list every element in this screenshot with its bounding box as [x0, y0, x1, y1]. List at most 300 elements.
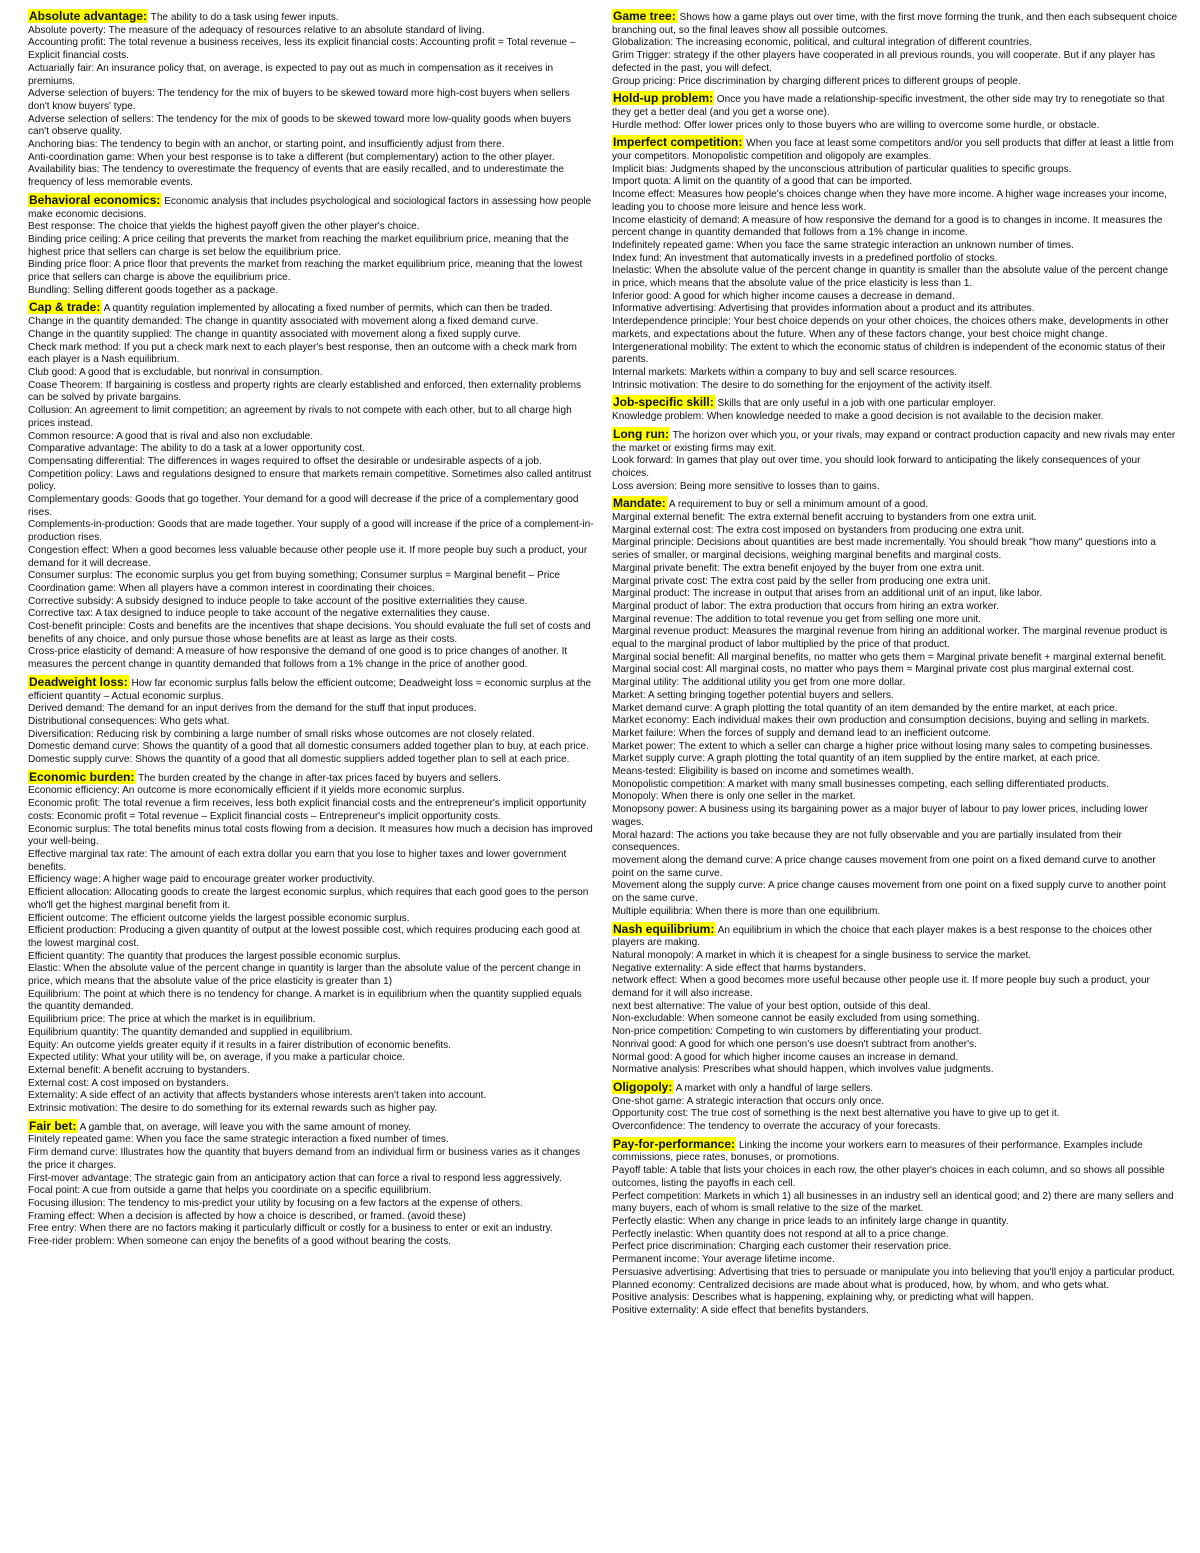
glossary-definition: A setting bringing together potential buyers and sellers.: [645, 689, 894, 701]
glossary-term: Elastic:: [28, 963, 61, 975]
glossary-entry: [612, 1165, 1178, 1190]
glossary-entry: [612, 1229, 1178, 1242]
glossary-term: Binding price ceiling:: [28, 233, 121, 245]
glossary-term: Monopoly:: [612, 791, 659, 803]
glossary-term: Bundling:: [28, 284, 71, 296]
glossary-entry: [612, 253, 1178, 266]
glossary-definition: Measures the marginal revenue from hiring an additional worker. The marginal revenue product is equal to the marginal product of labor multiplied by the price of that product.: [612, 626, 1168, 651]
glossary-entry: [612, 120, 1178, 133]
glossary-definition: The change in quantity associated with movement along a fixed supply curve.: [172, 328, 522, 340]
glossary-entry: [28, 259, 594, 284]
glossary-term: Focal point:: [28, 1185, 81, 1197]
glossary-definition: The point at which there is no tendency for change. A market is in equilibrium when the quantity supplied equals the quantity demanded.: [28, 988, 582, 1013]
glossary-term: Marginal revenue:: [612, 613, 693, 625]
glossary-definition: The amount of each extra dollar you earn that you lose to higher taxes and lower government benefits.: [28, 849, 567, 873]
glossary-entry: [612, 690, 1178, 703]
glossary-entry: [612, 1026, 1178, 1039]
glossary-entry: [28, 1147, 594, 1172]
glossary-term: Change in the quantity demanded:: [28, 316, 183, 328]
glossary-entry: [612, 1121, 1178, 1134]
glossary-term: movement along the demand curve:: [612, 855, 774, 866]
glossary-definition: Costs and benefits are the incentives that shape decisions. You should evaluate the full set of costs and benefits of any choice, and only pursue those whose benefits are at least as large as their costs.: [28, 621, 591, 645]
glossary-entry: [612, 576, 1178, 589]
glossary-term: Accounting profit:: [28, 37, 106, 49]
glossary-term: Perfectly elastic:: [612, 1215, 686, 1227]
glossary-term: Index fund:: [612, 252, 662, 264]
glossary-entry: [612, 728, 1178, 741]
glossary-definition: A measure of how responsive the demand of one good is to price changes of another. It measures the percent change in quantity demanded that follows from a 1% change in the price of another good.: [28, 646, 568, 671]
glossary-term: Economic profit:: [28, 798, 101, 810]
glossary-term: Distributional consequences:: [28, 715, 158, 727]
glossary-definition: The tendency to overestimate the frequency of events that are easily recalled, and to underestimate the frequency of less memorable events.: [28, 164, 565, 189]
glossary-definition: How far economic surplus falls below the efficient outcome; Deadweight loss = economic surplus at the efficient quantity – Actual economic surplus.: [28, 677, 592, 702]
glossary-term: Persuasive advertising:: [612, 1266, 717, 1278]
glossary-term: Effective marginal tax rate:: [28, 849, 148, 860]
glossary-entry: [612, 240, 1178, 253]
glossary-term: Perfectly inelastic:: [612, 1228, 694, 1240]
glossary-definition: The price at which the market is in equilibrium.: [105, 1014, 316, 1026]
glossary-term: Movement along the supply curve:: [612, 880, 766, 892]
glossary-entry: [612, 588, 1178, 601]
glossary-definition: When you face the same strategic interaction a fixed number of times.: [133, 1134, 449, 1146]
glossary-entry: [612, 91, 1178, 119]
glossary-term: Free entry:: [28, 1223, 77, 1235]
glossary-term: Market power:: [612, 740, 676, 752]
glossary-definition: A benefit accruing to bystanders.: [100, 1064, 250, 1076]
glossary-definition: A good for which higher income causes an increase in demand.: [672, 1051, 959, 1063]
glossary-term: Hurdle method:: [612, 119, 682, 131]
glossary-entry: [612, 906, 1178, 919]
glossary-definition: Laws and regulations designed to ensure that markets remain competitive. Sometimes also called antitrust policy.: [28, 468, 592, 493]
glossary-entry: [612, 703, 1178, 716]
glossary-entry: [28, 608, 594, 621]
glossary-entry: [612, 455, 1178, 480]
glossary-term: Externality:: [28, 1090, 78, 1102]
glossary-definition: The true cost of something is the next best alternative you have to give up to get it.: [688, 1108, 1060, 1120]
glossary-term: Domestic demand curve:: [28, 741, 140, 753]
glossary-term: Adverse selection of sellers:: [28, 113, 154, 125]
glossary-entry: [612, 975, 1178, 1000]
glossary-definition: The extra cost imposed on bystanders from producing one extra unit.: [713, 524, 1025, 536]
glossary-term: Natural monopoly:: [612, 949, 694, 961]
glossary-definition: The economic surplus you get from buying something; Consumer surplus = Marginal benefit – Price: [112, 570, 560, 582]
glossary-term: Framing effect:: [28, 1210, 96, 1222]
glossary-term: Market:: [612, 689, 646, 701]
glossary-entry: [28, 824, 594, 849]
glossary-definition: Reducing risk by combining a large number of small risks whose outcomes are not closely related.: [93, 728, 535, 740]
glossary-definition: Shows the quantity of a good that all domestic suppliers added together plan to sell at each price.: [132, 754, 570, 766]
glossary-entry: [612, 766, 1178, 779]
glossary-term: Compensating differential:: [28, 455, 146, 467]
glossary-entry: [28, 716, 594, 729]
glossary-entry: [612, 963, 1178, 976]
glossary-definition: The horizon over which you, or your rivals, may expand or contract production capacity and new rivals may enter the market or existing firms may exit.: [612, 429, 1176, 454]
glossary-term: Efficient outcome:: [28, 912, 109, 924]
glossary-term: Planned economy:: [612, 1279, 696, 1291]
glossary-term: Competition policy:: [28, 468, 114, 480]
glossary-entry: [28, 741, 594, 754]
glossary-definition: The burden created by the change in after-tax prices faced by buyers and sellers.: [135, 772, 501, 784]
glossary-entry: [28, 951, 594, 964]
glossary-entry: [28, 152, 594, 165]
glossary-entry: [28, 285, 594, 298]
glossary-term-highlighted: Game tree:: [613, 9, 676, 23]
glossary-definition: The actions you take because they are not fully observable and you are partially insulated from their consequences.: [612, 829, 1122, 854]
glossary-entry: [28, 1027, 594, 1040]
glossary-term: Congestion effect:: [28, 544, 110, 556]
glossary-entry: [612, 804, 1178, 829]
glossary-definition: What your utility will be, on average, if you make a particular choice.: [98, 1052, 406, 1064]
glossary-definition: When the forces of supply and demand lead to an inefficient outcome.: [675, 727, 992, 739]
glossary-term: Diversification:: [28, 728, 94, 740]
glossary-definition: The extent to which a seller can charge a higher price without losing many sales to competing businesses.: [675, 740, 1153, 752]
glossary-term: Import quota:: [612, 176, 672, 188]
glossary-definition: A market in which it is cheapest for a single business to service the market.: [693, 949, 1032, 961]
glossary-term: Cross-price elasticity of demand:: [28, 646, 175, 658]
glossary-definition: When knowledge needed to make a good decision is not available to the decision maker.: [704, 411, 1104, 423]
glossary-term: Inferior good:: [612, 290, 672, 302]
glossary-entry: [612, 9, 1178, 37]
glossary-entry: [28, 443, 594, 456]
glossary-definition: A business using its bargaining power as a major buyer of labour to pay lower prices, including lower wages.: [612, 804, 1148, 828]
glossary-definition: All marginal costs, no matter who pays them = Marginal private cost plus marginal external cost.: [703, 664, 1135, 676]
glossary-definition: A limit on the quantity of a good that can be imported.: [671, 176, 913, 188]
glossary-entry: [612, 601, 1178, 614]
glossary-definition: A market with only a handful of large sellers.: [673, 1082, 874, 1094]
glossary-term: Club good:: [28, 366, 77, 378]
glossary-definition: Linking the income your workers earn to measures of their performance. Examples include commissions, piece rates, bonuses, or promotions.: [612, 1139, 1143, 1164]
glossary-entry: [28, 456, 594, 469]
glossary-entry: [28, 849, 594, 874]
glossary-term-highlighted: Job-specific skill:: [613, 395, 714, 410]
glossary-term: Non-price competition:: [612, 1026, 713, 1038]
glossary-definition: The quantity that produces the largest possible economic surplus.: [104, 950, 401, 962]
glossary-definition: Charging each customer their reservation price.: [735, 1241, 952, 1253]
glossary-entry: [612, 50, 1178, 75]
glossary-entry: [28, 1211, 594, 1224]
glossary-definition: A good for which one person's use doesn't subtract from another's.: [677, 1038, 977, 1050]
glossary-term: Negative externality:: [612, 962, 704, 974]
glossary-entry: [612, 164, 1178, 177]
glossary-entry: [28, 596, 594, 609]
glossary-definition: Goods that go together. Your demand for a good will decrease if the price of a complementary good rises.: [28, 494, 579, 518]
glossary-definition: Shows how a game plays out over time, with the first move forming the trunk, and then each subsequent choice branching out, so the final leaves show all possible outcomes.: [612, 12, 1178, 36]
glossary-definition: Centralized decisions are made about what is produced, how, by whom, and who gets what.: [695, 1279, 1110, 1291]
glossary-term: Implicit bias:: [612, 163, 668, 175]
glossary-definition: The strategic gain from an anticipatory action that can force a rival to respond less aggressively.: [131, 1172, 562, 1184]
glossary-definition: Judgments shaped by the unconscious attribution of particular qualities to specific groups.: [667, 163, 1072, 175]
glossary-definition: An outcome is more economically efficient if it yields more economic surplus.: [119, 785, 465, 797]
glossary-definition: The total revenue a business receives, less its explicit financial costs: Accounting profit = Total revenue – Explicit financial costs.: [28, 37, 576, 62]
glossary-entry: [28, 1014, 594, 1027]
glossary-entry: [612, 537, 1178, 562]
glossary-definition: The value of your best option, outside of this deal.: [705, 1000, 931, 1012]
glossary-term: Common resource:: [28, 430, 114, 442]
glossary-definition: A side effect that harms bystanders.: [703, 962, 866, 974]
glossary-term: Efficient quantity:: [28, 950, 105, 962]
glossary-definition: When someone cannot be easily excluded from using something.: [684, 1013, 980, 1025]
glossary-entry: [612, 880, 1178, 905]
glossary-definition: The total revenue a firm receives, less both explicit financial costs and the entrepreneur's implicit opportunity costs: Economic profit = Total revenue – Explicit financial costs – Entrepreneur's implicit opportunity costs.: [28, 798, 587, 822]
glossary-definition: A price ceiling that prevents the market from reaching the market equilibrium price, meaning that the highest price that sellers can charge is set below the equilibrium price.: [28, 233, 569, 258]
glossary-term: Look forward:: [612, 455, 674, 467]
glossary-definition: An investment that automatically invests in a predefined portfolio of stocks.: [661, 252, 998, 264]
glossary-term: Corrective subsidy:: [28, 595, 114, 607]
glossary-entry: [612, 1052, 1178, 1065]
glossary-definition: When the absolute value of the percent change in quantity is larger than the absolute value of the percent change in price, which means that the absolute value of the price elasticity is greater than 1): [28, 963, 581, 988]
glossary-definition: Eligibility is based on income and sometimes wealth.: [675, 766, 914, 778]
glossary-definition: A table that lists your choices in each row, the other player's choices in each column, and so shows all possible outcomes, listing the payoffs in each cell.: [612, 1165, 1165, 1189]
glossary-definition: Shows the quantity of a good that all domestic consumers added together plan to buy, at each price.: [139, 741, 589, 753]
glossary-entry: [612, 291, 1178, 304]
glossary-entry: [612, 652, 1178, 665]
glossary-entry: [612, 677, 1178, 690]
glossary-definition: When your best response is to take a different (but complementary) action to the other player.: [134, 151, 555, 163]
glossary-term: Multiple equilibria:: [612, 905, 693, 917]
glossary-definition: Price discrimination by charging different prices to different groups of people.: [675, 75, 1021, 87]
glossary-term: First-mover advantage:: [28, 1172, 132, 1184]
glossary-term: Availability bias:: [28, 164, 100, 176]
glossary-entry: [28, 1040, 594, 1053]
glossary-term: Free-rider problem:: [28, 1236, 115, 1248]
glossary-definition: A market with many small businesses competing, each selling differentiated products.: [725, 778, 1109, 790]
glossary-definition: Once you have made a relationship-specific investment, the other side may try to renegotiate so that they get a better deal (and you get a worse one).: [612, 94, 1165, 118]
glossary-entry: [28, 887, 594, 912]
glossary-entry: [28, 469, 594, 494]
glossary-term: Payoff table:: [612, 1165, 668, 1177]
glossary-definition: Describes what is happening, explaining why, or predicting what will happen.: [689, 1292, 1034, 1304]
glossary-definition: When there are no factors making it particularly difficult or costly for a business to enter or exit an industry.: [76, 1223, 553, 1235]
glossary-term: Positive externality:: [612, 1304, 699, 1316]
glossary-definition: Your best choice depends on your other choices, the choices others make, developments in other markets, and expectations about the future. When any of these factors change, your best choice might change.: [612, 316, 1169, 340]
glossary-entry: [612, 367, 1178, 380]
glossary-entry: [612, 779, 1178, 792]
glossary-definition: The ability to do a task using fewer inputs.: [148, 12, 339, 23]
glossary-definition: The extra external benefit accruing to bystanders from one extra unit.: [725, 512, 1037, 524]
glossary-definition: If bargaining is costless and property rights are clearly established and enforced, then externality problems can be solved by private bargains.: [28, 379, 582, 404]
glossary-definition: When someone can enjoy the benefits of a good without bearing the costs.: [114, 1236, 452, 1248]
glossary-term: Anchoring bias:: [28, 139, 98, 151]
glossary-definition: Producing a given quantity of output at the lowest possible cost, which requires producing each good at the lowest marginal cost.: [28, 925, 580, 949]
glossary-term: Perfect competition:: [612, 1190, 702, 1202]
glossary-term: Marginal private benefit:: [612, 562, 720, 574]
glossary-term: Best response:: [28, 221, 96, 233]
glossary-term-highlighted: Oligopoly:: [613, 1079, 673, 1094]
glossary-definition: A measure of how responsive the demand for a good is to changes in income. It measures the percent change in quantity demanded that follows from a 1% change in income.: [612, 214, 1163, 239]
glossary-entry: [28, 925, 594, 950]
glossary-term: Market failure:: [612, 727, 676, 739]
glossary-entry: [28, 621, 594, 646]
glossary-definition: Decisions about quantities are best made incrementally. You should break "how many" questions into a series of smaller, or marginal decisions, weighing marginal benefits and marginal costs.: [612, 537, 1156, 562]
glossary-term: Equilibrium:: [28, 988, 81, 1000]
glossary-definition: A strategic interaction that occurs only once.: [684, 1095, 885, 1107]
glossary-entry: [612, 715, 1178, 728]
glossary-term: Equity:: [28, 1039, 59, 1051]
glossary-definition: The increase in output that arises from an additional unit of an input, like labor.: [690, 588, 1043, 600]
glossary-entry: [612, 380, 1178, 393]
glossary-term: Marginal revenue product:: [612, 626, 730, 638]
glossary-definition: Being more sensitive to losses than to gains.: [677, 480, 880, 492]
glossary-term: Actuarially fair:: [28, 62, 95, 74]
glossary-entry: [28, 1119, 594, 1135]
glossary-term: Market economy:: [612, 715, 690, 727]
glossary-entry: [612, 563, 1178, 576]
glossary-entry: [28, 1236, 594, 1249]
glossary-term: Nonrival good:: [612, 1038, 678, 1050]
glossary-entry: [612, 1064, 1178, 1077]
glossary-definition: A gamble that, on average, will leave you with the same amount of money.: [77, 1121, 411, 1133]
glossary-term: Derived demand:: [28, 703, 105, 715]
glossary-definition: A cost imposed on bystanders.: [89, 1077, 229, 1089]
glossary-definition: The extra cost paid by the seller from producing one extra unit.: [707, 575, 991, 587]
glossary-entry: [28, 703, 594, 716]
glossary-definition: The extra benefit enjoyed by the buyer from one extra unit.: [719, 562, 985, 574]
glossary-term: Monopolistic competition:: [612, 778, 726, 790]
glossary-entry: [612, 950, 1178, 963]
glossary-definition: Markets within a company to buy and sell scarce resources.: [687, 366, 958, 378]
glossary-term: Absolute poverty:: [28, 24, 106, 36]
glossary-entry: [28, 675, 594, 703]
glossary-term: next best alternative:: [612, 1000, 706, 1012]
glossary-entry: [28, 431, 594, 444]
glossary-entry: [612, 1254, 1178, 1267]
glossary-term-highlighted: Economic burden:: [29, 769, 135, 784]
glossary-entry: [28, 234, 594, 259]
glossary-entry: [28, 874, 594, 887]
glossary-term: Finitely repeated game:: [28, 1134, 134, 1146]
glossary-definition: The extra production that occurs from hiring an extra worker.: [726, 600, 999, 612]
glossary-term: Efficient production:: [28, 925, 117, 937]
glossary-term: Complementary goods:: [28, 494, 133, 506]
glossary-term: Firm demand curve:: [28, 1147, 118, 1159]
glossary-entry: [28, 114, 594, 139]
glossary-definition: The increasing economic, political, and cultural integration of different countries.: [673, 37, 1032, 49]
glossary-definition: When all players have a common interest in coordinating their choices.: [116, 582, 435, 594]
glossary-definition: Competing to win customers by differentiating your product.: [712, 1026, 982, 1038]
glossary-term: Grim Trigger:: [612, 50, 671, 62]
glossary-term: Loss aversion:: [612, 480, 678, 492]
glossary-term: Marginal external cost:: [612, 524, 714, 536]
glossary-entry: [28, 494, 594, 519]
glossary-definition: Allocating goods to create the largest economic surplus, which requires that each good goes to the person who'll get the highest marginal benefit from it.: [28, 887, 589, 911]
glossary-definition: If you put a check mark next to each player's best response, then an outcome with a check mark from each player is a Nash equilibrium.: [28, 341, 577, 366]
glossary-entry: [28, 37, 594, 62]
glossary-entry: [612, 427, 1178, 455]
glossary-definition: The tendency to begin with an anchor, or starting point, and insufficiently adjust from there.: [97, 139, 505, 151]
glossary-definition: A side effect that benefits bystanders.: [698, 1304, 869, 1316]
glossary-term-highlighted: Long run:: [613, 426, 669, 441]
glossary-definition: An equilibrium in which the choice that each player makes is a best response to the choices other players are making.: [612, 924, 1153, 949]
glossary-definition: A graph plotting the total quantity of an item demanded by the entire market, at each price.: [712, 702, 1118, 714]
glossary-entry: [612, 176, 1178, 189]
glossary-entry: [612, 316, 1178, 341]
glossary-entry: [28, 729, 594, 742]
glossary-entry: [612, 303, 1178, 316]
glossary-definition: When you face the same strategic interaction an unknown number of times.: [733, 239, 1074, 251]
glossary-term: External benefit:: [28, 1064, 101, 1076]
glossary-definition: When a good becomes more useful because other people use it. If more people buy such a product, your demand for it will also increase.: [612, 975, 1150, 1000]
glossary-term: Coase Theorem:: [28, 379, 103, 391]
glossary-definition: When quantity does not respond at all to a price change.: [693, 1228, 949, 1240]
glossary-entry: [28, 770, 594, 786]
glossary-entry: [612, 855, 1178, 880]
glossary-entry: [612, 481, 1178, 494]
glossary-definition: A price change causes movement from one point on a fixed demand curve to another point on the same curve.: [612, 855, 1156, 879]
glossary-definition: When there is more than one equilibrium.: [692, 905, 881, 917]
glossary-entry: [28, 367, 594, 380]
glossary-entry: [612, 753, 1178, 766]
glossary-term: Moral hazard:: [612, 829, 674, 841]
glossary-entry: [612, 1267, 1178, 1280]
glossary-definition: The differences in wages required to offset the desirable or undesirable aspects of a job.: [145, 455, 542, 467]
glossary-entry: [28, 798, 594, 823]
glossary-entry: [612, 741, 1178, 754]
glossary-definition: The desire to do something for its external rewards such as higher pay.: [117, 1103, 438, 1115]
glossary-definition: When there is only one seller in the market.: [658, 791, 856, 803]
glossary-definition: Who gets what.: [157, 715, 230, 727]
glossary-entry: [28, 342, 594, 367]
glossary-term: Marginal principle:: [612, 537, 694, 549]
glossary-definition: Each individual makes their own production and consumption decisions, buying and selling in markets.: [689, 715, 1150, 727]
glossary-definition: The measure of the adequacy of resources relative to an absolute standard of living.: [106, 24, 485, 36]
glossary-term: Permanent income:: [612, 1254, 700, 1266]
glossary-definition: Economic analysis that includes psychological and sociological factors in assessing how people make economic decisions.: [28, 195, 592, 220]
glossary-entry: [612, 411, 1178, 424]
glossary-definition: Selling different goods together as a package.: [70, 284, 279, 296]
glossary-term: Corrective tax:: [28, 608, 94, 620]
glossary-term: Equilibrium quantity:: [28, 1026, 119, 1038]
glossary-entry: [612, 1305, 1178, 1318]
glossary-term: Monopsony power:: [612, 804, 698, 816]
glossary-entry: [28, 519, 594, 544]
glossary-term-highlighted: Behavioral economics:: [29, 192, 161, 207]
glossary-definition: The quantity demanded and supplied in equilibrium.: [118, 1026, 353, 1038]
glossary-term: Intergenerational mobility:: [612, 341, 728, 353]
glossary-entry: [28, 25, 594, 38]
glossary-definition: In games that play out over time, you should look forward to anticipating the likely consequences of your choices.: [612, 455, 1141, 479]
glossary-entry: [28, 913, 594, 926]
glossary-term: Overconfidence:: [612, 1121, 686, 1133]
glossary-entry: [28, 1223, 594, 1236]
glossary-definition: Advertising that tries to persuade or manipulate you into believing that you'll enjoy a particular product.: [716, 1266, 1176, 1278]
glossary-definition: An agreement to limit competition; an agreement by rivals to not compete with each other, but to all charge high prices instead.: [28, 405, 572, 429]
glossary-definition: All marginal benefits, no matter who gets them = Marginal private benefit + marginal external benefit.: [715, 651, 1167, 663]
glossary-entry: [28, 193, 594, 221]
glossary-term-highlighted: Deadweight loss:: [29, 674, 128, 689]
glossary-term: Inelastic:: [612, 265, 652, 277]
glossary-entry: [28, 329, 594, 342]
glossary-entry: [612, 830, 1178, 855]
glossary-term: Extrinsic motivation:: [28, 1103, 118, 1115]
glossary-term: Anti-coordination game:: [28, 151, 135, 163]
glossary-definition: A price change causes movement from one point on a fixed supply curve to another point on the same curve.: [612, 880, 1166, 905]
glossary-column-left: [28, 6, 594, 1553]
glossary-definition: Measures how people's choices change when they have more income. A higher wage increases your income, leading you to choose more leisure and hence less work.: [612, 189, 1167, 213]
glossary-entry: [28, 1134, 594, 1147]
glossary-term-highlighted: Hold-up problem:: [613, 91, 713, 106]
glossary-term: Income effect:: [612, 189, 676, 201]
glossary-term-highlighted: Mandate:: [613, 496, 666, 511]
glossary-term: Change in the quantity supplied:: [28, 328, 173, 340]
glossary-entry: [28, 380, 594, 405]
glossary-definition: A graph plotting the total quantity of an item supplied by the entire market, at each price.: [705, 753, 1101, 765]
glossary-term: Complements-in-production:: [28, 519, 155, 531]
glossary-definition: The ability to do a task at a lower opportunity cost.: [137, 443, 366, 455]
glossary-entry: [28, 1065, 594, 1078]
glossary-entry: [612, 626, 1178, 651]
glossary-term: Equilibrium price:: [28, 1014, 106, 1026]
glossary-entry: [28, 963, 594, 988]
